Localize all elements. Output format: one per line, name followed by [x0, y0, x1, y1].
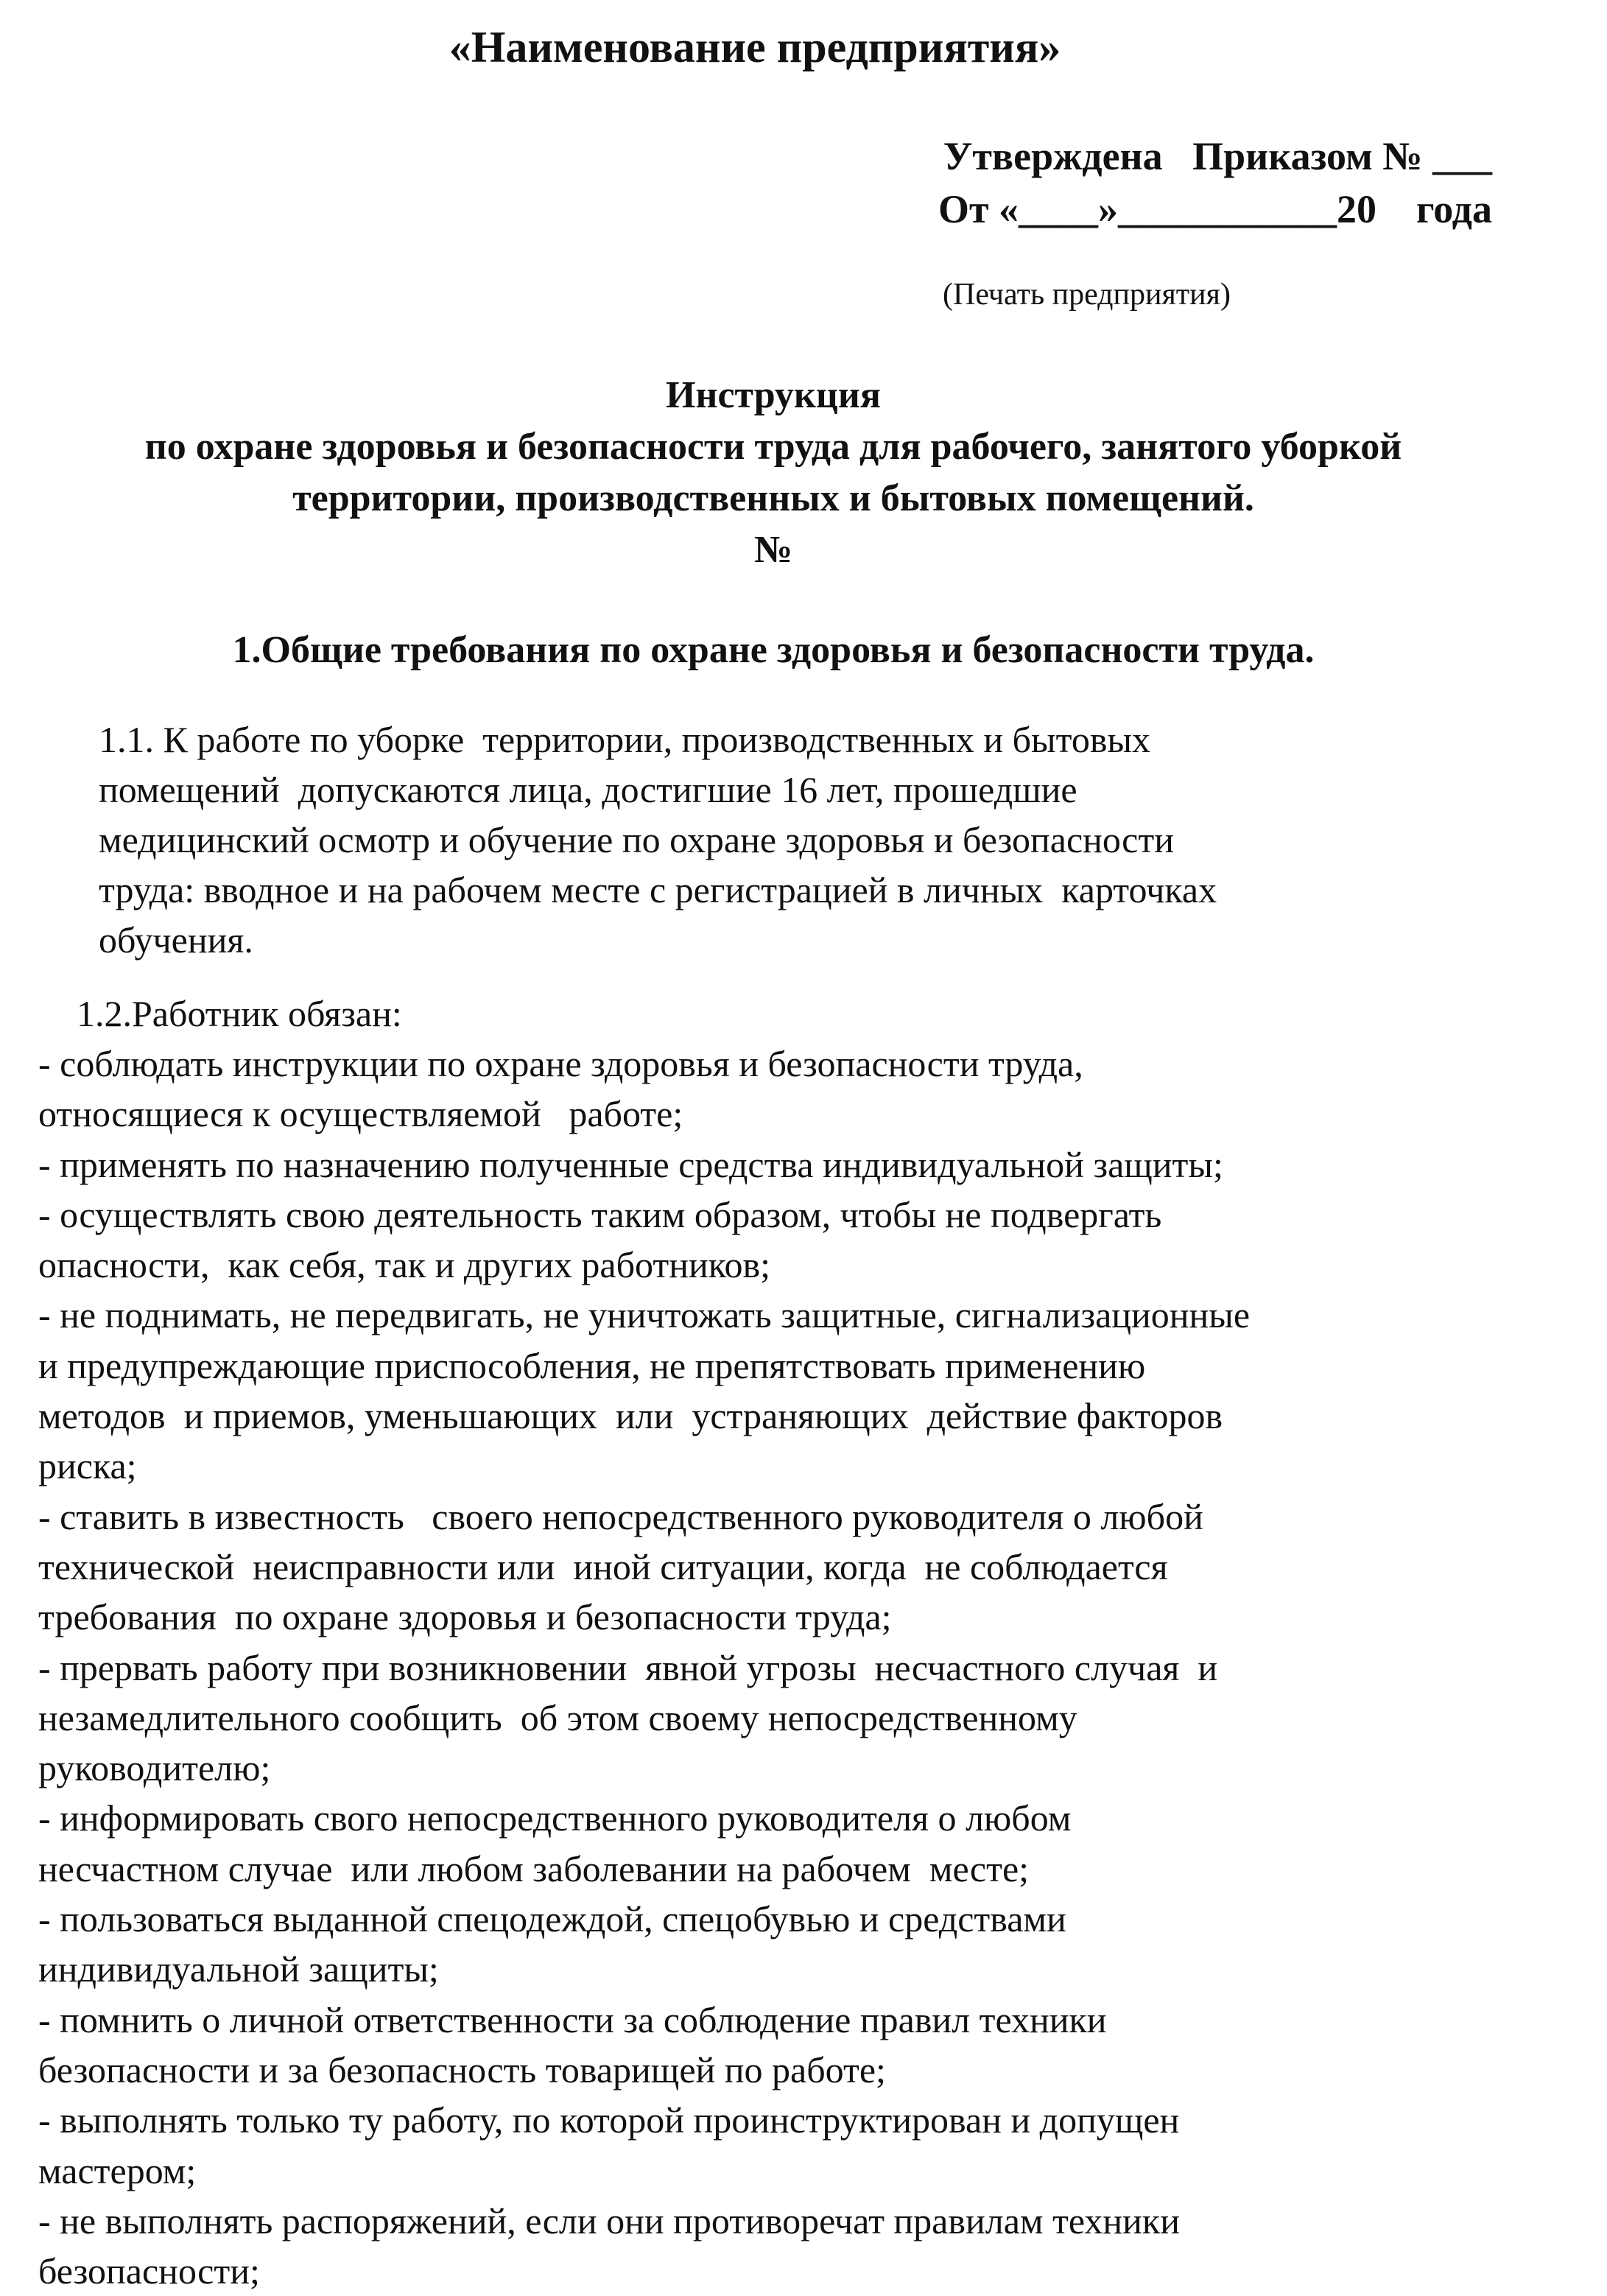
duty-line: индивидуальной защиты; — [38, 1948, 439, 1990]
duty-line: методов и приемов, уменьшающих или устраняющих действие факторов — [38, 1395, 1223, 1437]
title-line-2: по охране здоровья и безопасности труда для рабочего, занятого уборкой — [144, 426, 1402, 468]
paragraph-line: труда: вводное и на рабочем месте с регистрацией в личных карточках — [99, 869, 1217, 910]
duty-line: - осуществлять свою деятельность таким образом, чтобы не подвергать — [38, 1193, 1162, 1235]
duty-line: опасности, как себя, так и других работников; — [38, 1244, 770, 1286]
duty-line: - информировать свого непосредственного руководителя о любом — [38, 1797, 1072, 1839]
duties-list — [38, 1039, 1250, 2296]
duty-line: - ставить в известность своего непосредственного руководителя о любой — [38, 1495, 1203, 1537]
duty-line: - выполнять только ту работу, по которой проинструктирован и допущен — [38, 2099, 1180, 2141]
duty-line: - помнить о личной ответственности за соблюдение правил техники — [38, 1998, 1107, 2040]
duty-item — [38, 1190, 1250, 1291]
approval-order-line: Утверждена Приказом № ___ — [943, 134, 1492, 178]
approval-date-line: От «____»___________20 года — [938, 187, 1492, 231]
title-line-1: Инструкция — [666, 374, 881, 416]
title-number: № — [753, 529, 793, 571]
duty-line: риска; — [38, 1445, 137, 1487]
document-title — [0, 370, 1547, 576]
company-name: «Наименование предприятия» — [449, 23, 1061, 71]
paragraph-line: медицинский осмотр и обучение по охране здоровья и безопасности — [99, 819, 1174, 860]
duty-line: требования по охране здоровья и безопасности труда; — [38, 1596, 892, 1638]
duty-item — [38, 1894, 1250, 1995]
duty-line: относящиеся к осуществляемой работе; — [38, 1093, 683, 1135]
duty-line: - не поднимать, не передвигать, не уничтожать защитные, сигнализационные — [38, 1294, 1251, 1336]
duty-line: - соблюдать инструкции по охране здоровья и безопасности труда, — [38, 1043, 1083, 1084]
paragraph-1-2-heading: 1.2.Работник обязан: — [77, 993, 402, 1034]
duty-line: - не выполнять распоряжений, если они противоречат правилам техники — [38, 2200, 1180, 2241]
duty-line: безопасности; — [38, 2250, 260, 2292]
duty-line: - прервать работу при возникновении явной угрозы несчастного случая и — [38, 1646, 1218, 1688]
duty-item — [38, 1492, 1250, 1643]
duty-line: безопасности и за безопасность товарищей по работе; — [38, 2049, 886, 2090]
duty-line: несчастном случае или любом заболевании на рабочем месте; — [38, 1847, 1030, 1889]
stamp-placeholder: (Печать предприятия) — [943, 278, 1231, 312]
duty-item — [38, 1140, 1250, 1190]
duty-item — [38, 1643, 1250, 1794]
paragraph-line: помещений допускаются лица, достигшие 16 лет, прошедшие — [99, 769, 1077, 810]
duty-item — [38, 2095, 1250, 2196]
duty-line: мастером; — [38, 2149, 197, 2191]
title-line-3: территории, производственных и бытовых помещений. — [292, 477, 1254, 519]
section-1-heading: 1.Общие требования по охране здоровья и безопасности труда. — [232, 629, 1315, 671]
paragraph-line: обучения. — [99, 919, 253, 961]
duty-item — [38, 1039, 1250, 1140]
duty-line: технической неисправности или иной ситуации, когда не соблюдается — [38, 1545, 1168, 1587]
duty-item — [38, 2196, 1250, 2296]
duty-item — [38, 1793, 1250, 1894]
duty-line: незамедлительного сообщить об этом своему непосредственному — [38, 1696, 1077, 1738]
paragraph-line: 1.1. К работе по уборке территории, производственных и бытовых — [99, 719, 1151, 760]
duty-line: руководителю; — [38, 1747, 271, 1789]
paragraph-1-1 — [99, 715, 1217, 965]
duty-line: - применять по назначению полученные средства индивидуальной защиты; — [38, 1143, 1223, 1185]
duty-item — [38, 1290, 1250, 1491]
duty-line: - пользоваться выданной спецодеждой, спецобувью и средствами — [38, 1898, 1066, 1940]
duty-item — [38, 1995, 1250, 2096]
duty-line: и предупреждающие приспособления, не препятствовать применению — [38, 1344, 1146, 1386]
approval-block — [938, 130, 1492, 236]
